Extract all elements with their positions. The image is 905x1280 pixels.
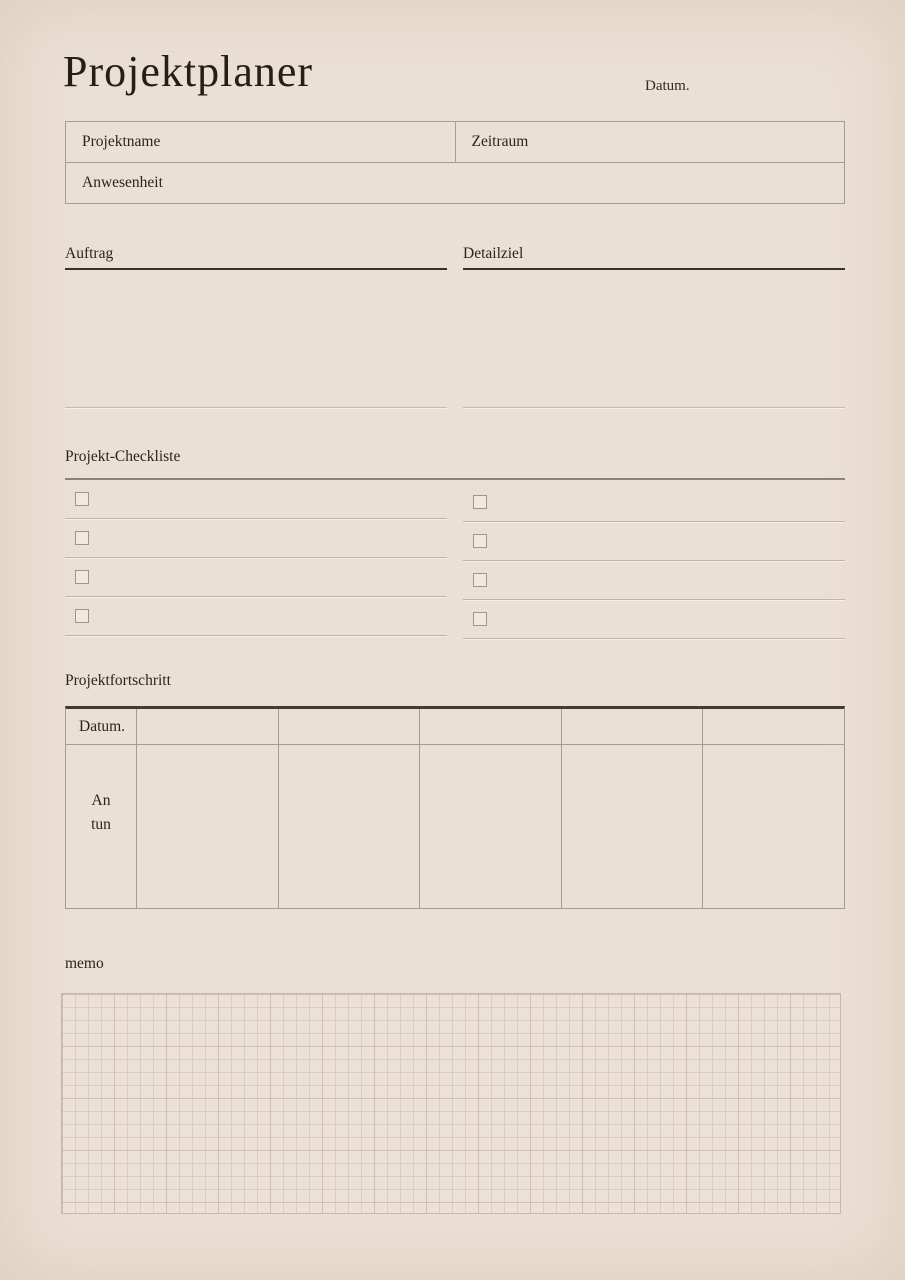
todo-entry-cell[interactable] (136, 745, 278, 908)
date-entry-cell[interactable] (419, 709, 561, 744)
datum-header-cell (66, 709, 136, 744)
date-entry-cell[interactable] (702, 709, 844, 744)
detailziel-label: Detailziel (463, 245, 845, 270)
todo-entry-cell[interactable] (419, 745, 561, 908)
project-info-box (65, 121, 845, 204)
checklist-row[interactable] (65, 558, 447, 597)
info-box-row-top (66, 122, 844, 163)
projektname-label: Projektname (82, 133, 161, 150)
auftrag-writing-area[interactable] (65, 270, 447, 408)
progress-table (65, 706, 845, 909)
checkbox-icon[interactable] (75, 570, 89, 584)
checkbox-icon[interactable] (473, 612, 487, 626)
checkbox-icon[interactable] (75, 492, 89, 506)
zeitraum-label: Zeitraum (471, 133, 529, 150)
checkliste-label: Projekt-Checkliste (65, 448, 181, 465)
todo-label-line1: An (91, 792, 111, 810)
todo-entry-cell[interactable] (278, 745, 420, 908)
projektname-field[interactable] (66, 122, 455, 162)
checkbox-icon[interactable] (473, 495, 487, 509)
page-title: Projektplaner (63, 47, 314, 96)
checklist-row[interactable] (65, 480, 447, 519)
progress-table-header (66, 709, 844, 745)
progress-table-body (66, 745, 844, 908)
auftrag-label: Auftrag (65, 245, 447, 270)
checkbox-icon[interactable] (473, 573, 487, 587)
checkliste-section (65, 448, 845, 639)
todo-entry-cell[interactable] (702, 745, 844, 908)
todo-row-label-cell (66, 745, 136, 908)
checklist-row[interactable] (463, 483, 845, 522)
checklist-row[interactable] (463, 522, 845, 561)
date-label: Datum. (645, 78, 690, 94)
checklist-row[interactable] (463, 600, 845, 639)
todo-entry-cells (136, 745, 844, 908)
date-entry-cell[interactable] (278, 709, 420, 744)
checklist-grid (65, 480, 845, 639)
checklist-column-right (463, 483, 845, 639)
checkbox-icon[interactable] (75, 609, 89, 623)
datum-header-label: Datum. (79, 717, 126, 735)
todo-entry-cell[interactable] (561, 745, 703, 908)
fortschritt-section (65, 672, 845, 909)
detailziel-writing-area[interactable] (463, 270, 845, 408)
checklist-row[interactable] (65, 519, 447, 558)
header-date-cells (136, 709, 844, 744)
detailziel-column (463, 245, 845, 408)
checkbox-icon[interactable] (75, 531, 89, 545)
anwesenheit-field[interactable] (66, 163, 844, 203)
checklist-column-left (65, 480, 447, 639)
memo-grid-area[interactable] (61, 993, 841, 1214)
todo-label-line2: tun (91, 815, 111, 833)
anwesenheit-label: Anwesenheit (82, 174, 163, 191)
memo-label: memo (65, 955, 104, 972)
checklist-row[interactable] (463, 561, 845, 600)
fortschritt-label: Projektfortschritt (65, 672, 171, 689)
zeitraum-field[interactable] (455, 122, 845, 162)
auftrag-column (65, 245, 447, 408)
checkbox-icon[interactable] (473, 534, 487, 548)
checklist-row[interactable] (65, 597, 447, 636)
date-entry-cell[interactable] (136, 709, 278, 744)
auftrag-detailziel-section (65, 245, 845, 408)
date-entry-cell[interactable] (561, 709, 703, 744)
